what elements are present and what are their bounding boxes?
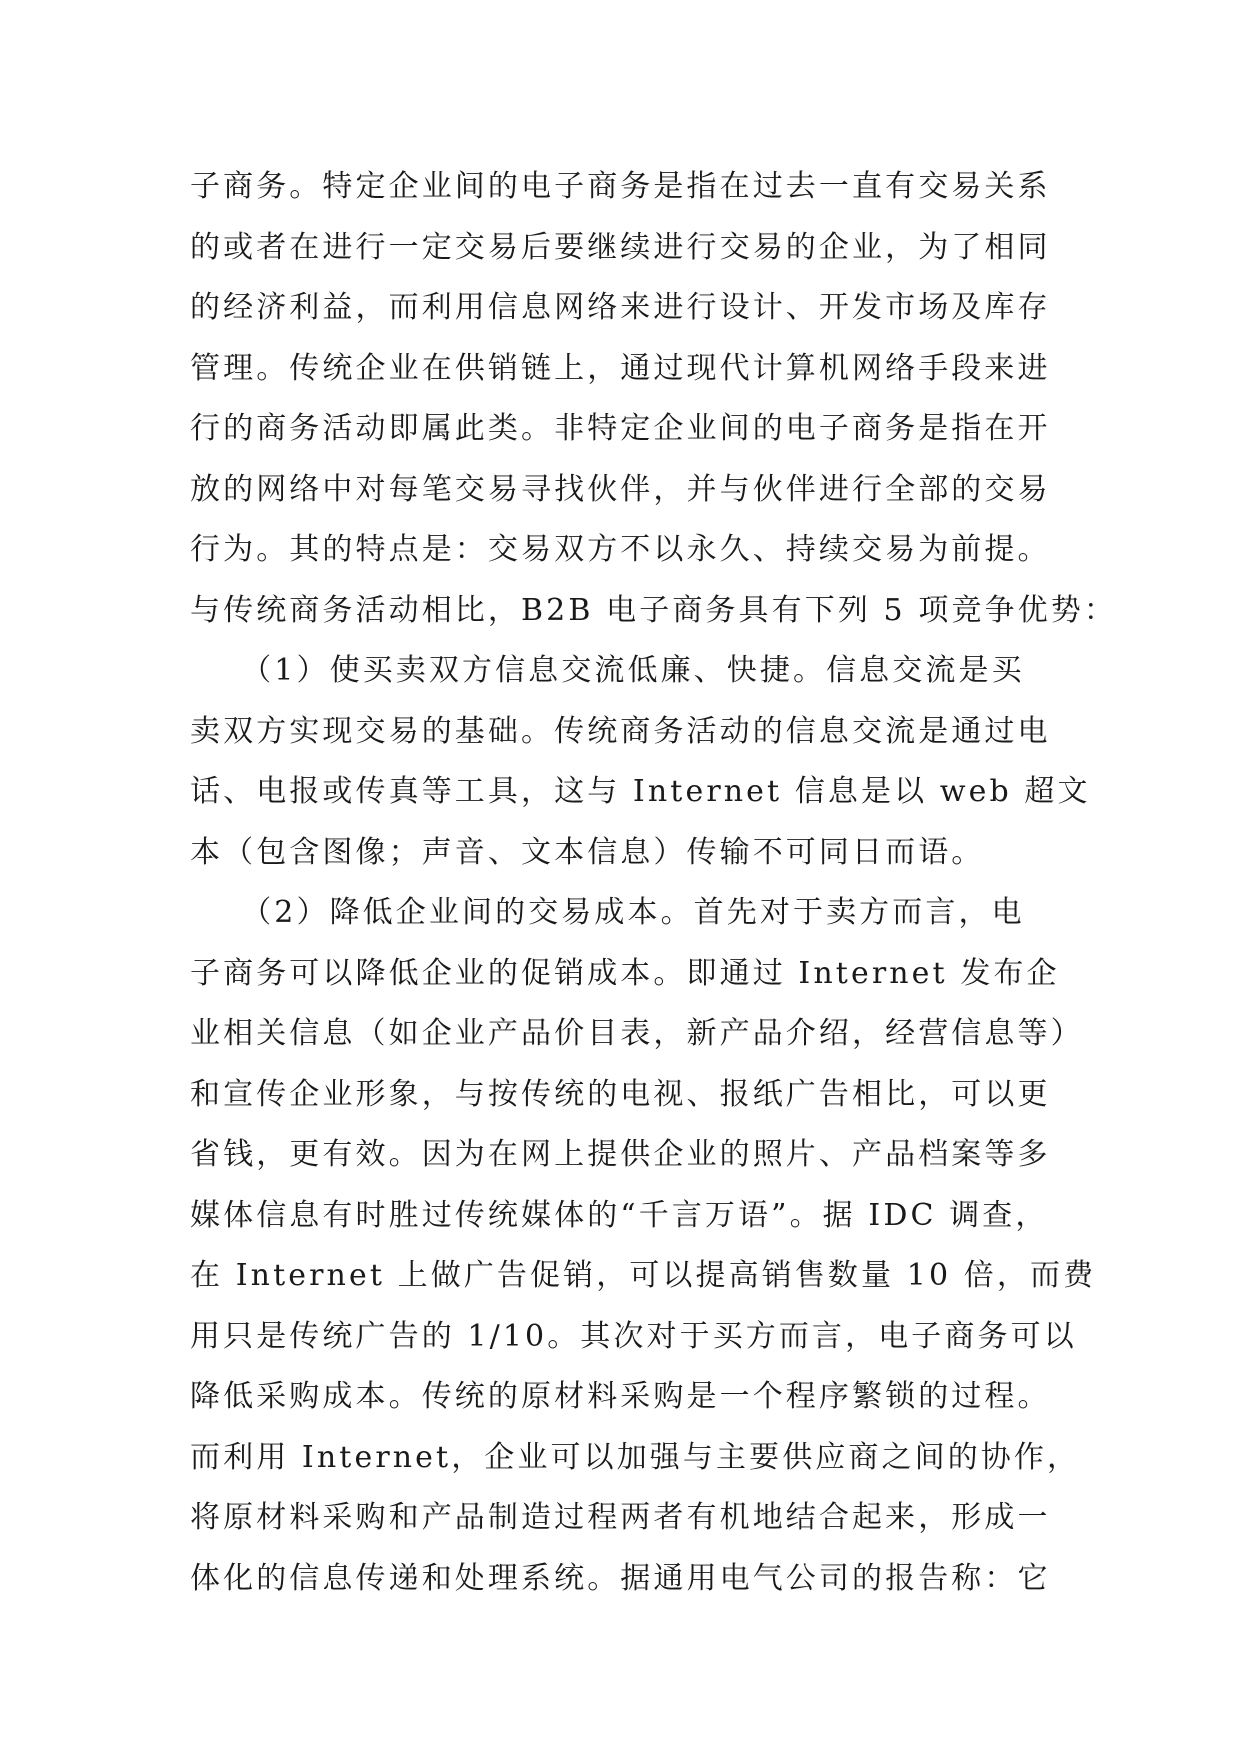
text-line: 子商务可以降低企业的促销成本。即通过 Internet 发布企 [190, 955, 1060, 991]
text-line: 子商务。特定企业间的电子商务是指在过去一直有交易关系 [190, 169, 1051, 204]
text-line: 体化的信息传递和处理系统。据通用电气公司的报告称：它 [190, 1560, 1051, 1596]
text-line: 行为。其的特点是：交易双方不以永久、持续交易为前提。 [190, 532, 1051, 567]
text-line: （1）使买卖双方信息交流低廉、快捷。信息交流是买 [190, 653, 1025, 688]
text-line: （2）降低企业间的交易成本。首先对于卖方而言，电 [190, 895, 1025, 930]
text-line: 的经济利益，而利用信息网络来进行设计、开发市场及库存 [190, 290, 1051, 325]
text-line: 管理。传统企业在供销链上，通过现代计算机网络手段来进 [190, 350, 1051, 386]
text-line: 在 Internet 上做广告促销，可以提高销售数量 10 倍，而费 [190, 1258, 1097, 1293]
text-line: 将原材料采购和产品制造过程两者有机地结合起来，形成一 [190, 1500, 1051, 1535]
text-line: 用只是传统广告的 1/10。其次对于买方而言，电子商务可以 [190, 1318, 1077, 1354]
text-line: 的或者在进行一定交易后要继续进行交易的企业，为了相同 [190, 229, 1051, 265]
text-line: 本（包含图像；声音、文本信息）传输不可同日而语。 [190, 834, 985, 870]
text-line: 卖双方实现交易的基础。传统商务活动的信息交流是通过电 [190, 713, 1051, 749]
text-line: 行的商务活动即属此类。非特定企业间的电子商务是指在开 [190, 411, 1051, 446]
body-text [190, 157, 1117, 1609]
text-line: 而利用 Internet，企业可以加强与主要供应商之间的协作， [190, 1439, 1081, 1475]
text-line: 与传统商务活动相比，B2B 电子商务具有下列 5 项竞争优势： [190, 592, 1117, 628]
text-line: 业相关信息（如企业产品价目表，新产品介绍，经营信息等） [190, 1016, 1084, 1051]
text-line: 媒体信息有时胜过传统媒体的“千言万语”。据 IDC 调查， [190, 1197, 1049, 1233]
text-line: 放的网络中对每笔交易寻找伙伴，并与伙伴进行全部的交易 [190, 471, 1051, 507]
text-line: 和宣传企业形象，与按传统的电视、报纸广告相比，可以更 [190, 1076, 1051, 1112]
text-line: 话、电报或传真等工具，这与 Internet 信息是以 web 超文 [190, 774, 1091, 809]
text-line: 降低采购成本。传统的原材料采购是一个程序繁锁的过程。 [190, 1379, 1051, 1414]
text-line: 省钱，更有效。因为在网上提供企业的照片、产品档案等多 [190, 1137, 1051, 1172]
